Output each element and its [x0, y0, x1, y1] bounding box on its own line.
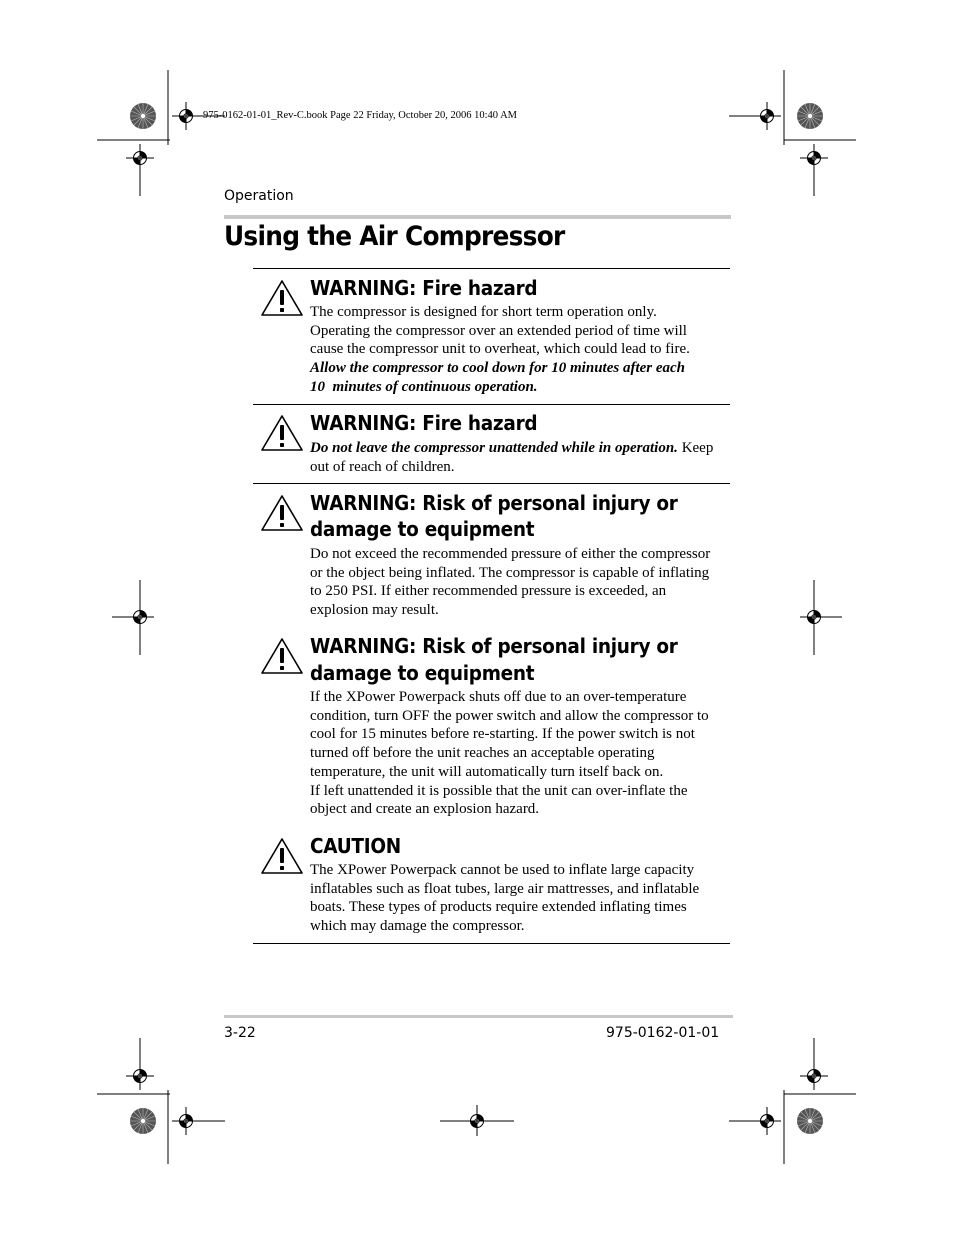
warning-title-line: damage to equipment	[310, 661, 535, 685]
warning-body-line: cool for 15 minutes before re-starting. If the power switch is not	[310, 726, 695, 743]
warning-body-line: or the object being inflated. The compressor is capable of inflating	[310, 564, 710, 581]
warning-triangle-icon	[259, 636, 305, 676]
warning-body-line: If the XPower Powerpack shuts off due to an over-temperature	[310, 689, 687, 705]
warning-body-line: If left unattended it is possible that the unit can over-inflate the	[310, 782, 688, 799]
divider	[253, 268, 730, 269]
warning-title-line: WARNING: Risk of personal injury or	[310, 634, 678, 658]
warning-emphasis-line: 10 minutes of continuous operation.	[310, 378, 538, 395]
warning-emphasis: Do not leave the compressor unattended while in operation.	[310, 440, 678, 456]
warning-title-line: WARNING: Risk of personal injury or	[310, 491, 678, 515]
warning-body-line: The compressor is designed for short term operation only.	[310, 304, 657, 320]
document-number: 975-0162-01-01	[606, 1025, 720, 1041]
warning-body-line	[310, 439, 735, 458]
print-slug: 975-0162-01-01_Rev-C.book Page 22 Friday, October 20, 2006 10:40 AM	[203, 110, 517, 121]
caution-body-line: which may damage the compressor.	[310, 918, 525, 935]
warning-body-line: to 250 PSI. If either recommended pressure is exceeded, an	[310, 583, 667, 600]
warning-title-line: damage to equipment	[310, 517, 535, 541]
footer-rule	[224, 1015, 733, 1018]
warning-body-line: object and create an explosion hazard.	[310, 801, 540, 818]
warning-body-line: Do not exceed the recommended pressure of either the compressor	[310, 546, 711, 562]
warning-body	[310, 545, 735, 620]
warning-emphasis-line: Allow the compressor to cool down for 10 minutes after each	[310, 360, 686, 377]
warning-body	[310, 303, 735, 397]
warning-triangle-icon	[259, 493, 305, 533]
warning-body-text: Keep	[677, 440, 714, 456]
warning-body-line: Operating the compressor over an extended period of time will	[310, 322, 687, 339]
warning-body-line: temperature, the unit will automatically turn itself back on.	[310, 763, 664, 780]
warning-triangle-icon	[259, 836, 305, 876]
caution-title: CAUTION	[310, 834, 401, 858]
page-number: 3-22	[224, 1025, 256, 1041]
divider	[253, 483, 730, 484]
caution-body	[310, 861, 735, 936]
warning-body-line: out of reach of children.	[310, 458, 455, 475]
caution-body-line: boats. These types of products require extended inflating times	[310, 899, 687, 916]
page-title: Using the Air Compressor	[224, 221, 565, 252]
warning-triangle-icon	[259, 278, 305, 318]
warning-triangle-icon	[259, 413, 305, 453]
warning-body	[310, 688, 735, 819]
caution-body-line: inflatables such as float tubes, large air mattresses, and inflatable	[310, 880, 700, 897]
divider	[253, 943, 730, 944]
section-label: Operation	[224, 188, 294, 204]
caution-body-line: The XPower Powerpack cannot be used to inflate large capacity	[310, 862, 695, 878]
warning-body	[310, 439, 735, 476]
warning-body-line: turned off before the unit reaches an acceptable operating	[310, 745, 655, 762]
warning-body-line: cause the compressor unit to overheat, which could lead to fire.	[310, 341, 690, 358]
warning-body-line: explosion may result.	[310, 602, 439, 619]
warning-title: WARNING: Fire hazard	[310, 411, 538, 435]
warning-body-line: condition, turn OFF the power switch and allow the compressor to	[310, 707, 709, 724]
warning-title: WARNING: Fire hazard	[310, 276, 538, 300]
divider	[253, 404, 730, 405]
